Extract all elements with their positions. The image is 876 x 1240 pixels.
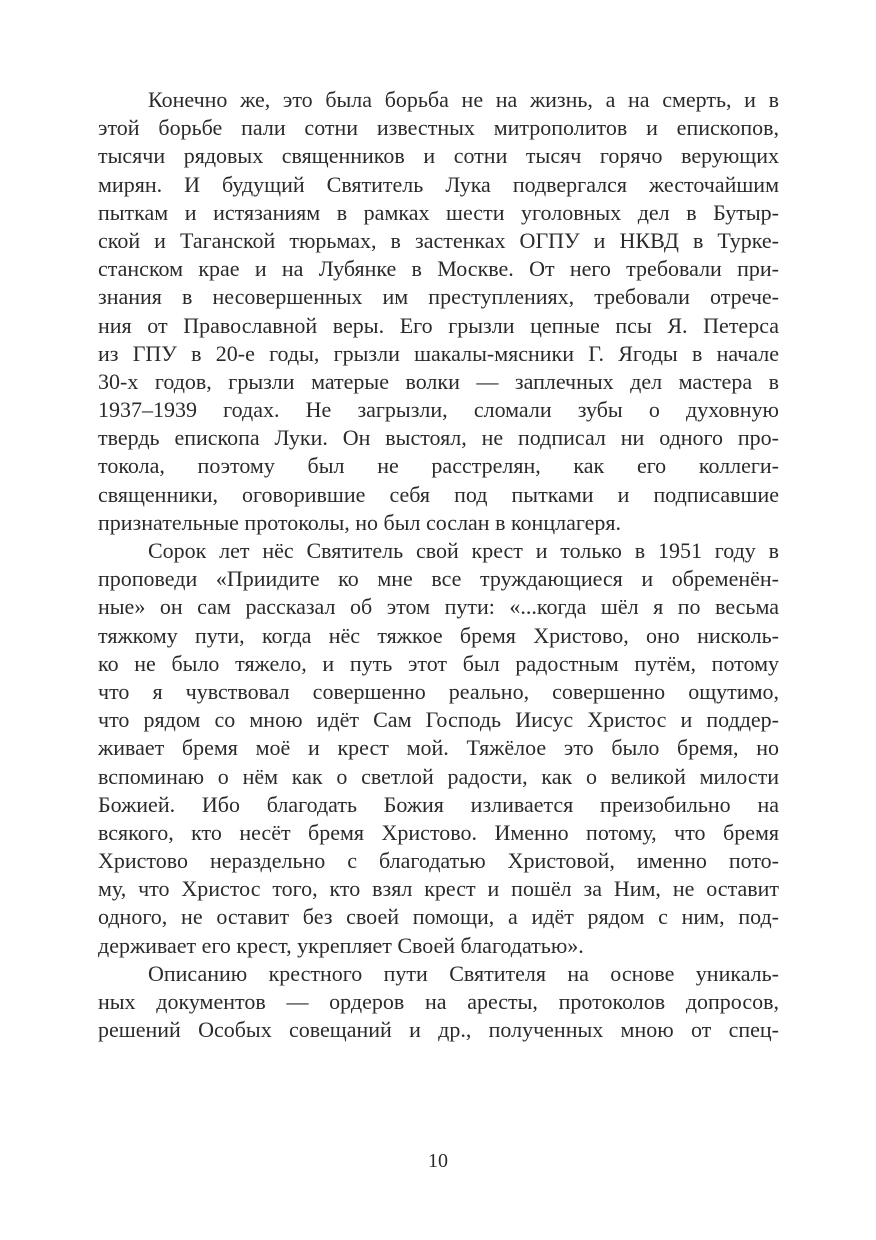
- text-line: знания в несовершенных им преступлениях, требовали отрече-: [98, 284, 779, 310]
- text-line: мирян. И будущий Святитель Лука подвергался жесточайшим: [98, 171, 779, 197]
- text-line: ской и Таганской тюрьмах, в застенках ОГПУ и НКВД в Турке-: [98, 227, 779, 253]
- text-line: решений Особых совещаний и др., полученных мною от спец-: [98, 1017, 779, 1043]
- text-line: вспоминаю о нём как о светлой радости, как о великой милости: [98, 763, 779, 789]
- text-line: твердь епископа Луки. Он выстоял, не подписал ни одного про-: [98, 425, 779, 451]
- paragraph: [98, 86, 779, 537]
- text-line: ные» он сам рассказал об этом пути: «...когда шёл я по весьма: [98, 594, 779, 620]
- text-line: станском крае и на Лубянке в Москве. От него требовали при-: [98, 256, 779, 282]
- text-line: Конечно же, это была борьба не на жизнь, а на смерть, и в: [148, 87, 779, 112]
- text-line: Христово нераздельно с благодатью Христовой, именно пото-: [98, 848, 779, 874]
- text-line: живает бремя моё и крест мой. Тяжёлое это было бремя, но: [98, 735, 779, 761]
- text-line: Описанию крестного пути Святителя на основе уникаль-: [148, 960, 779, 986]
- paragraph: [98, 537, 779, 960]
- text-line: одного, не оставит без своей помощи, а идёт рядом с ним, под-: [98, 904, 779, 930]
- text-line: ния от Православной веры. Его грызли цепные псы Я. Петерса: [98, 312, 779, 338]
- text-line: всякого, кто несёт бремя Христово. Именно потому, что бремя: [98, 819, 779, 845]
- text-line: Сорок лет нёс Святитель свой крест и только в 1951 году в: [148, 538, 779, 563]
- text-line: му, что Христос того, кто взял крест и пошёл за Ним, не оставит: [98, 876, 779, 902]
- text-line: тяжкому пути, когда нёс тяжкое бремя Христово, оно нисколь-: [98, 622, 779, 648]
- text-line: что рядом со мною идёт Сам Господь Иисус Христос и поддер-: [98, 707, 779, 733]
- text-line: ко не было тяжело, и путь этот был радостным путём, потому: [98, 650, 779, 676]
- text-line: Божией. Ибо благодать Божия изливается преизобильно на: [98, 791, 779, 817]
- text-line: пыткам и истязаниям в рамках шести уголовных дел в Бутыр-: [98, 199, 779, 225]
- text-line: держивает его крест, укрепляет Своей благодатью».: [98, 932, 584, 958]
- paragraph: [98, 960, 779, 1045]
- text-line: проповеди «Приидите ко мне все труждающиеся и обременён-: [98, 566, 779, 592]
- text-line: 30-х годов, грызли матерые волки — заплечных дел мастера в: [98, 368, 779, 394]
- text-line: священники, оговорившие себя под пытками и подписавшие: [98, 481, 779, 507]
- text-line: признательные протоколы, но был сослан в концлагеря.: [98, 509, 621, 535]
- text-line: токола, поэтому был не расстрелян, как его коллеги-: [98, 453, 779, 479]
- page-body: [98, 86, 779, 1044]
- text-line: 1937–1939 годах. Не загрызли, сломали зубы о духовную: [98, 397, 779, 423]
- text-line: из ГПУ в 20-е годы, грызли шакалы-мясники Г. Ягоды в начале: [98, 340, 779, 366]
- text-line: этой борьбе пали сотни известных митрополитов и епископов,: [98, 115, 779, 141]
- text-line: ных документов — ордеров на аресты, протоколов допросов,: [98, 989, 779, 1014]
- page-number: 10: [428, 1150, 448, 1172]
- text-line: тысячи рядовых священников и сотни тысяч горячо верующих: [98, 143, 779, 169]
- text-line: что я чувствовал совершенно реально, совершенно ощутимо,: [98, 678, 779, 704]
